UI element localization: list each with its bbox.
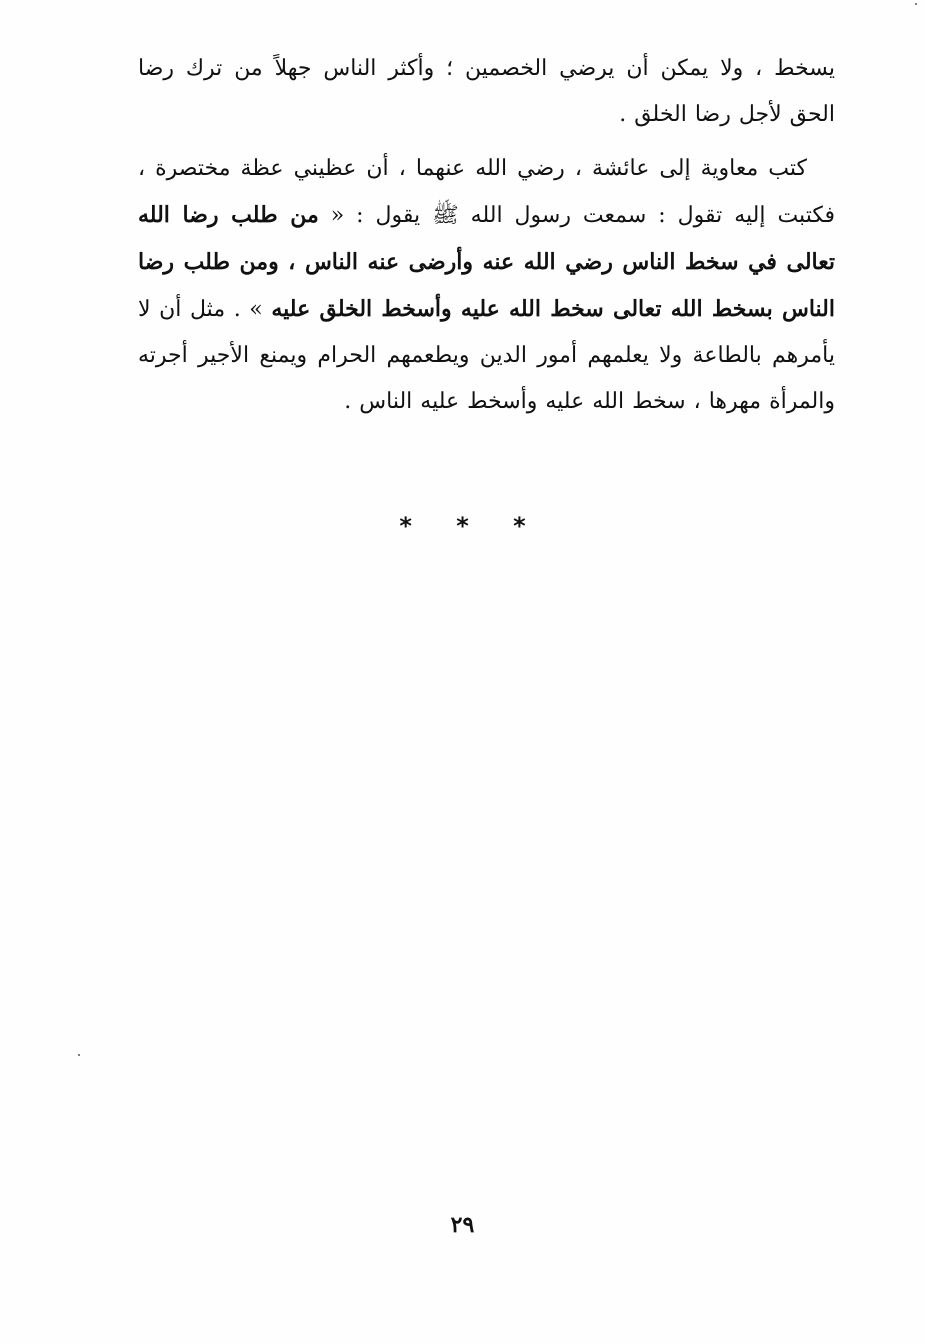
hadith-quote: من طلب رضا الله تعالى في سخط الناس رضي الله عنه وأرضى عنه الناس ، ومن طلب رضا الناس بسخط الله تعالى سخط الله عليه وأسخط الخلق عليه [138,202,836,322]
scan-speck [78,1054,80,1056]
page-number: ٢٩ [450,1212,475,1238]
scan-speck [915,3,917,5]
section-divider: * * * [399,512,544,540]
paragraph-2-intro: كتب معاوية إلى عائشة ، رضي الله عنهما ، أن عظيني عظة مختصرة ، فكتبت إليه تقول : سمعت رسول الله ﷺ يقول : « [138,156,835,228]
paragraph-1 [138,46,835,138]
paragraph-2-outro: » . مثل أن لا يأمرهم بالطاعة ولا يعلمهم أمور الدين ويطعمهم الحرام ويمنع الأجير أجرته والمرأة مهرها ، سخط الله عليه وأسخط عليه الناس . [138,297,835,414]
paragraph-2 [138,146,835,425]
paragraph-1-text: يسخط ، ولا يمكن أن يرضي الخصمين ؛ وأكثر الناس جهلاً من ترك رضا الحق لأجل رضا الخلق . [138,56,835,127]
